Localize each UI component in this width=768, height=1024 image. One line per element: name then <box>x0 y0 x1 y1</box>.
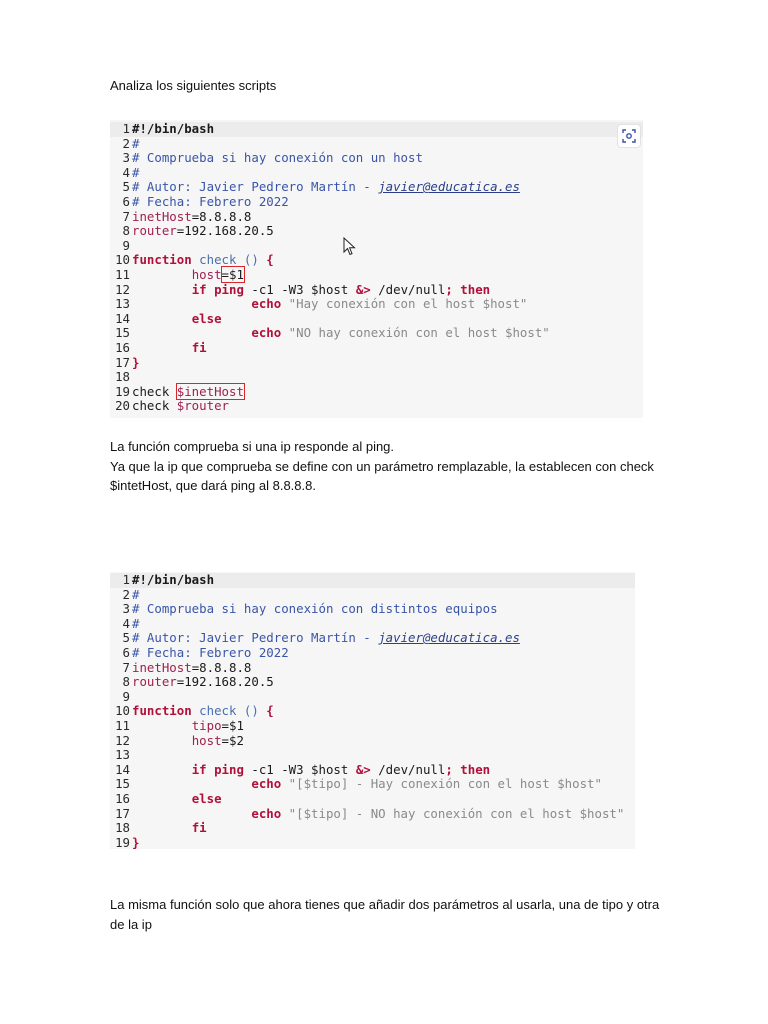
code-text <box>132 734 635 749</box>
line-number: 2 <box>122 135 130 151</box>
code-token: =8.8.8.8 <box>191 659 252 675</box>
line-number: 1 <box>122 121 130 136</box>
line-number: 6 <box>122 644 130 660</box>
code-line <box>110 137 643 152</box>
code-text <box>132 268 643 283</box>
line-number: 4 <box>122 615 130 631</box>
code-text <box>132 370 643 385</box>
brace: } <box>132 354 140 370</box>
variable: host <box>191 732 222 748</box>
line-number: 9 <box>122 688 130 704</box>
code-text <box>132 180 643 195</box>
operator: ; <box>445 281 453 297</box>
code-text <box>132 836 635 849</box>
operator: ; <box>445 761 453 777</box>
string: "Hay conexión con el host $host" <box>281 296 528 312</box>
code-text <box>132 573 635 588</box>
code-text <box>132 166 643 181</box>
line-number: 9 <box>122 237 130 253</box>
code-line <box>110 807 635 822</box>
code-text <box>132 399 643 414</box>
variable: $router <box>176 398 229 414</box>
code-line <box>110 763 635 778</box>
code-line <box>110 239 643 254</box>
code-line <box>110 821 635 836</box>
code-line <box>110 195 643 210</box>
code-line <box>110 719 635 734</box>
code-line <box>110 370 643 385</box>
code-token: =192.168.20.5 <box>176 674 274 690</box>
code-text <box>132 675 635 690</box>
code-line <box>110 573 635 588</box>
code-token: check <box>132 383 177 399</box>
line-number: 2 <box>122 586 130 602</box>
variable: tipo <box>191 717 222 733</box>
code-text <box>132 385 643 400</box>
keyword: if ping <box>191 281 244 297</box>
comment: # Fecha: Febrero 2022 <box>132 193 289 209</box>
script2-screenshot <box>110 572 635 849</box>
keyword: echo <box>251 776 282 792</box>
code-text <box>132 239 643 254</box>
line-number: 6 <box>122 193 130 209</box>
code-text <box>132 588 635 603</box>
comment: # Autor: Javier Pedrero Martín - <box>132 630 379 646</box>
paragraph1-line2: Ya que la ip que comprueba se define con un parámetro remplazable, la establecen con check $intetHost, que dará ping al 8.8.8.8. <box>110 458 654 493</box>
code-line <box>110 792 635 807</box>
comment: # Comprueba si hay conexión con un host <box>132 150 423 166</box>
keyword: if ping <box>191 761 244 777</box>
code-line <box>110 646 635 661</box>
code-line <box>110 734 635 749</box>
code-line <box>110 151 643 166</box>
code-line <box>110 356 643 371</box>
brace: } <box>132 834 140 849</box>
code-line <box>110 836 635 849</box>
code-text <box>132 792 635 807</box>
paragraph2: La misma función solo que ahora tienes que añadir dos parámetros al usarla, una de tipo y otra de la ip <box>110 897 660 932</box>
code-text <box>132 297 643 312</box>
line-number: 14 <box>115 310 130 326</box>
line-number: 11 <box>115 266 130 282</box>
line-number: 19 <box>115 383 130 399</box>
code-text <box>132 704 635 719</box>
code-token: =192.168.20.5 <box>176 223 274 239</box>
line-number: 17 <box>115 354 130 370</box>
operator: &> <box>355 761 371 777</box>
code-line <box>110 326 643 341</box>
comment: # Comprueba si hay conexión con distintos equipos <box>132 601 498 617</box>
indent <box>132 718 192 733</box>
indent <box>132 267 192 282</box>
line-number: 12 <box>115 732 130 748</box>
code-token: /dev/null <box>370 281 446 297</box>
code-line <box>110 385 643 400</box>
line-number: 15 <box>115 776 130 792</box>
operator: &> <box>355 281 371 297</box>
comment: # <box>132 135 140 151</box>
indent <box>132 282 192 297</box>
code-line <box>110 268 643 283</box>
line-number: 5 <box>122 630 130 646</box>
email-link: javier@educatica.es <box>378 630 520 646</box>
line-number: 11 <box>115 717 130 733</box>
code-line <box>110 297 643 312</box>
code-text <box>132 617 635 632</box>
code-text <box>132 224 643 239</box>
line-number: 7 <box>122 208 130 224</box>
indent <box>132 340 192 355</box>
code-line <box>110 312 643 327</box>
code-text <box>132 312 643 327</box>
code-line <box>110 180 643 195</box>
code-line <box>110 690 635 705</box>
code-text <box>132 602 635 617</box>
code-text <box>132 356 643 371</box>
mouse-pointer-icon <box>343 237 357 257</box>
code-text <box>132 821 635 836</box>
code-text <box>132 661 635 676</box>
function-name: check () <box>191 252 267 268</box>
line-number: 14 <box>115 761 130 777</box>
code-line <box>110 588 635 603</box>
code-line <box>110 675 635 690</box>
keyword: then <box>452 761 491 777</box>
code-line <box>110 166 643 181</box>
string: "[$tipo] - NO hay conexión con el host $host" <box>281 805 625 821</box>
code-line <box>110 748 635 763</box>
indent <box>132 733 192 748</box>
keyword: function <box>132 252 192 268</box>
comment: # Fecha: Febrero 2022 <box>132 644 289 660</box>
code-text <box>132 283 643 298</box>
line-number: 3 <box>122 150 130 166</box>
indent <box>132 762 192 777</box>
line-number: 7 <box>122 659 130 675</box>
code-text <box>132 748 635 763</box>
indent <box>132 296 251 311</box>
code-token: /dev/null <box>370 761 446 777</box>
code-text <box>132 137 643 152</box>
code-text <box>132 719 635 734</box>
code-text <box>132 210 643 225</box>
line-number: 8 <box>122 674 130 690</box>
line-number: 8 <box>122 223 130 239</box>
shebang: #!/bin/bash <box>132 121 215 136</box>
indent <box>132 791 192 806</box>
code-text <box>132 690 635 705</box>
scan-text-icon[interactable] <box>617 124 641 148</box>
string: "NO hay conexión con el host $host" <box>281 325 550 341</box>
code-line <box>110 341 643 356</box>
code-text <box>132 195 643 210</box>
code-text <box>132 777 635 792</box>
line-number: 1 <box>122 572 130 587</box>
variable: host <box>191 266 222 282</box>
script1-screenshot <box>110 120 643 418</box>
code-text <box>132 646 635 661</box>
code-line <box>110 631 635 646</box>
line-number: 10 <box>115 252 130 268</box>
code-text <box>132 122 643 137</box>
function-name: check () <box>191 703 267 719</box>
indent <box>132 806 251 821</box>
variable: router <box>132 223 177 239</box>
code-text <box>132 341 643 356</box>
indent <box>132 325 251 340</box>
indent <box>132 776 251 791</box>
line-number: 16 <box>115 790 130 806</box>
line-number: 10 <box>115 703 130 719</box>
comment: # <box>132 164 140 180</box>
line-number: 12 <box>115 281 130 297</box>
line-number: 5 <box>122 179 130 195</box>
code-line <box>110 399 643 414</box>
keyword: else <box>191 310 222 326</box>
highlighted-token: $inetHost <box>176 383 244 399</box>
code-line <box>110 283 643 298</box>
code-text <box>132 151 643 166</box>
code-text <box>132 326 643 341</box>
brace: { <box>266 252 274 268</box>
keyword: function <box>132 703 192 719</box>
keyword: echo <box>251 325 282 341</box>
indent <box>132 311 192 326</box>
paragraph1 <box>110 437 670 496</box>
string: "[$tipo] - Hay conexión con el host $host" <box>281 776 602 792</box>
intro-text: Analiza los siguientes scripts <box>110 78 277 93</box>
comment: # <box>132 586 140 602</box>
line-number: 18 <box>115 820 130 836</box>
keyword: echo <box>251 296 282 312</box>
code-line <box>110 253 643 268</box>
code-line <box>110 661 635 676</box>
keyword: then <box>452 281 491 297</box>
code-text <box>132 253 643 268</box>
code-token: -c1 -W3 $host <box>243 761 356 777</box>
line-number: 19 <box>115 834 130 849</box>
code-line <box>110 210 643 225</box>
keyword: fi <box>191 820 207 836</box>
indent <box>132 820 192 835</box>
code-token: =8.8.8.8 <box>191 208 252 224</box>
line-number: 18 <box>115 369 130 385</box>
code-line <box>110 602 635 617</box>
keyword: fi <box>191 339 207 355</box>
highlighted-token: =$1 <box>221 266 244 282</box>
variable: inetHost <box>132 659 192 675</box>
line-number: 4 <box>122 164 130 180</box>
code-text <box>132 631 635 646</box>
line-number: 13 <box>115 747 130 763</box>
line-number: 15 <box>115 325 130 341</box>
brace: { <box>266 703 274 719</box>
line-number: 16 <box>115 339 130 355</box>
code-line <box>110 224 643 239</box>
line-number: 17 <box>115 805 130 821</box>
variable: router <box>132 674 177 690</box>
code-text <box>132 763 635 778</box>
line-number: 3 <box>122 601 130 617</box>
code-token: -c1 -W3 $host <box>243 281 356 297</box>
code-token: check <box>132 398 177 414</box>
code-line <box>110 122 643 137</box>
line-number: 20 <box>115 398 130 414</box>
code-line <box>110 617 635 632</box>
keyword: echo <box>251 805 282 821</box>
code-text <box>132 807 635 822</box>
code-line <box>110 704 635 719</box>
code-token: =$1 <box>221 717 244 733</box>
variable: inetHost <box>132 208 192 224</box>
code-line <box>110 777 635 792</box>
comment: # Autor: Javier Pedrero Martín - <box>132 179 379 195</box>
comment: # <box>132 615 140 631</box>
keyword: else <box>191 790 222 806</box>
shebang: #!/bin/bash <box>132 572 215 587</box>
code-token: =$2 <box>221 732 244 748</box>
email-link: javier@educatica.es <box>378 179 520 195</box>
paragraph1-line1: La función comprueba si una ip responde al ping. <box>110 439 395 454</box>
line-number: 13 <box>115 296 130 312</box>
